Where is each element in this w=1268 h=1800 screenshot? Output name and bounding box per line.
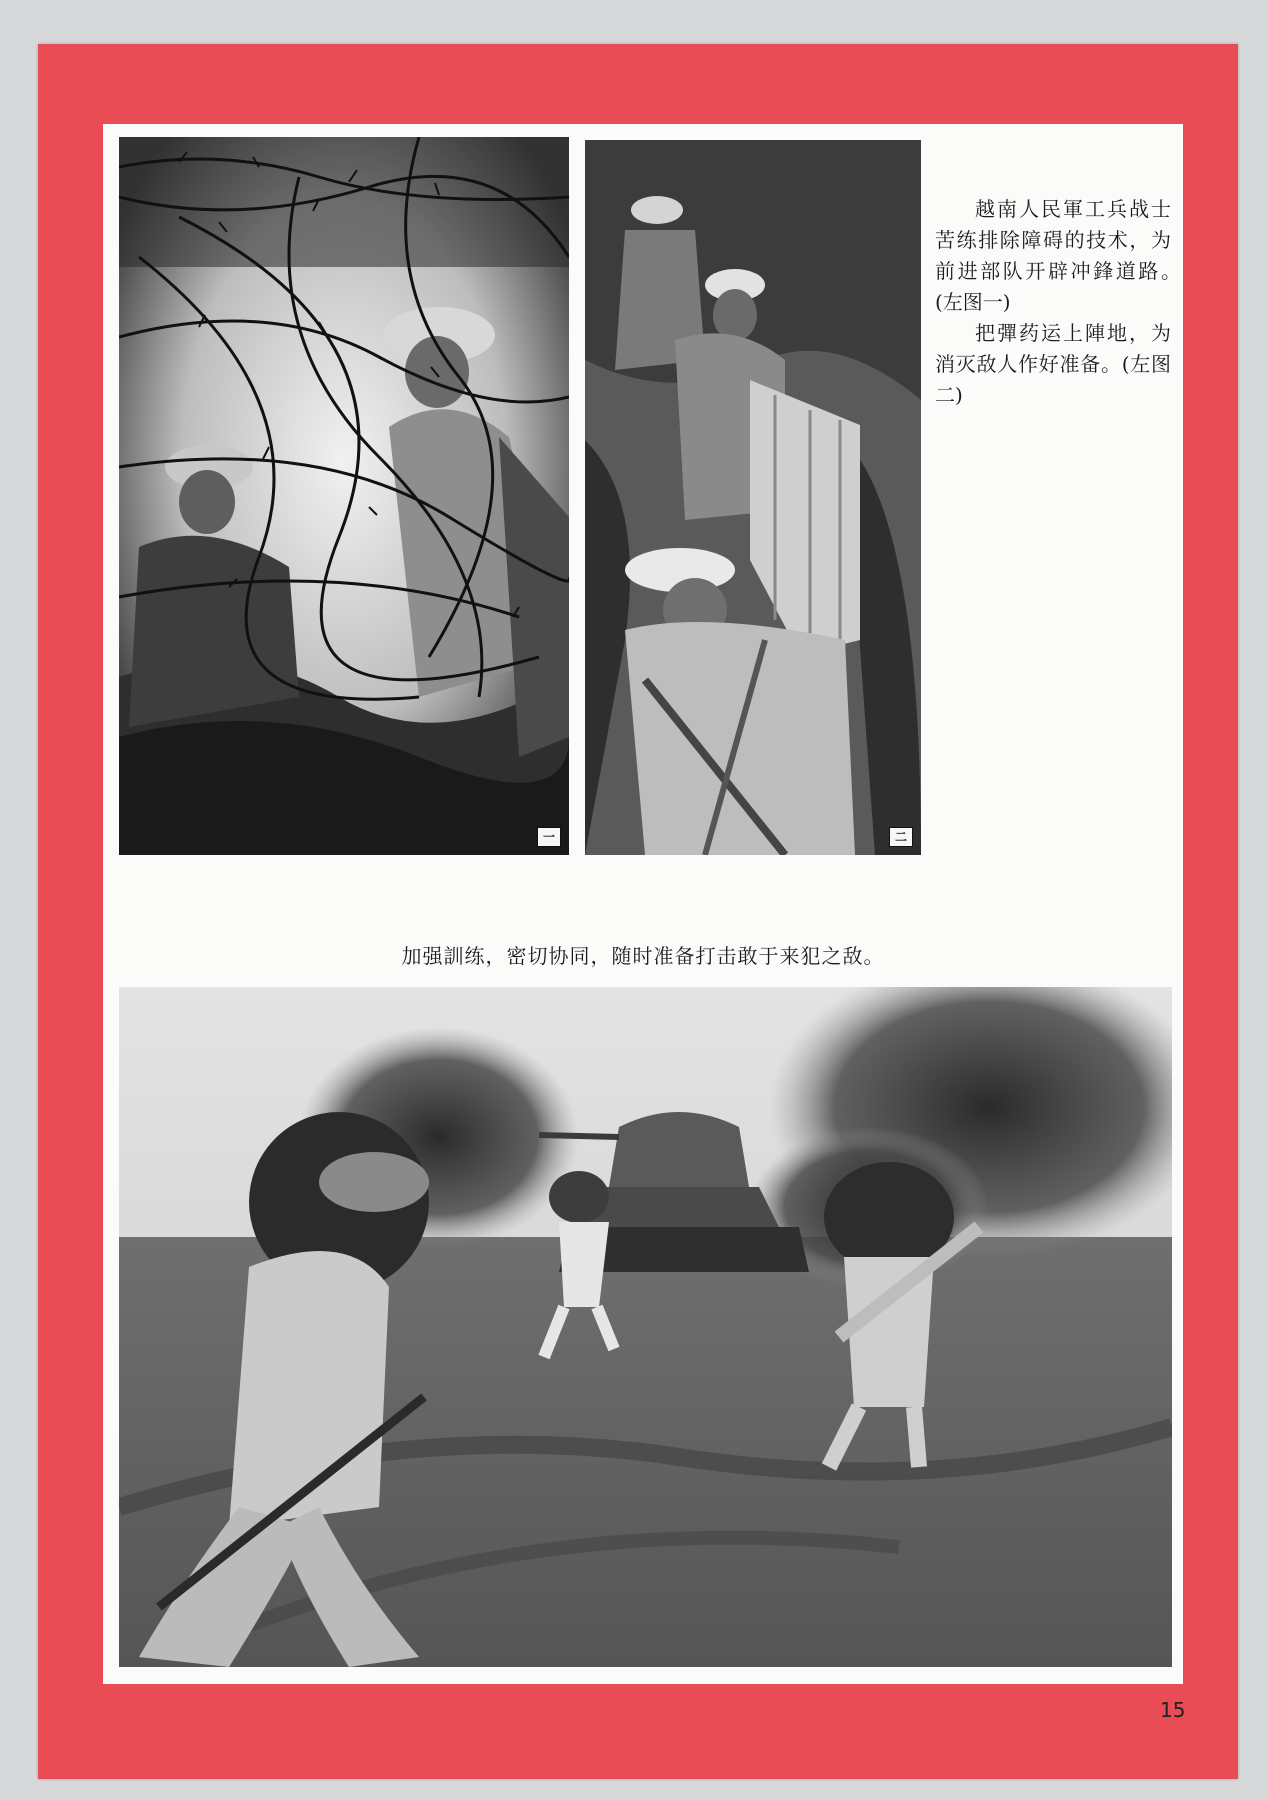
photo-barbed-wire-soldiers [119, 137, 569, 855]
red-border-sheet [38, 44, 1238, 1779]
side-caption [935, 194, 1191, 411]
photo-3-image [119, 987, 1172, 1667]
photo-ammunition-carriers [585, 140, 921, 855]
main-caption: 加强訓练，密切协同，随时准备打击敢于来犯之敌。 [401, 944, 885, 968]
photo-battlefield-training [119, 987, 1172, 1667]
photo-1-number-badge: 一 [537, 827, 561, 847]
page-number: 15 [1160, 1698, 1186, 1722]
photo-2-image [585, 140, 921, 855]
side-caption-paragraph-2: 把彈药运上陣地，为消灭敌人作好准备。(左图二) [935, 321, 1171, 407]
page-content [103, 124, 1191, 1684]
side-caption-paragraph-1: 越南人民軍工兵战士苦练排除障碍的技术，为前进部队开辟冲鋒道路。 (左图一) [935, 197, 1191, 314]
photo-1-image [119, 137, 569, 855]
photo-2-number-badge: 二 [889, 827, 913, 847]
